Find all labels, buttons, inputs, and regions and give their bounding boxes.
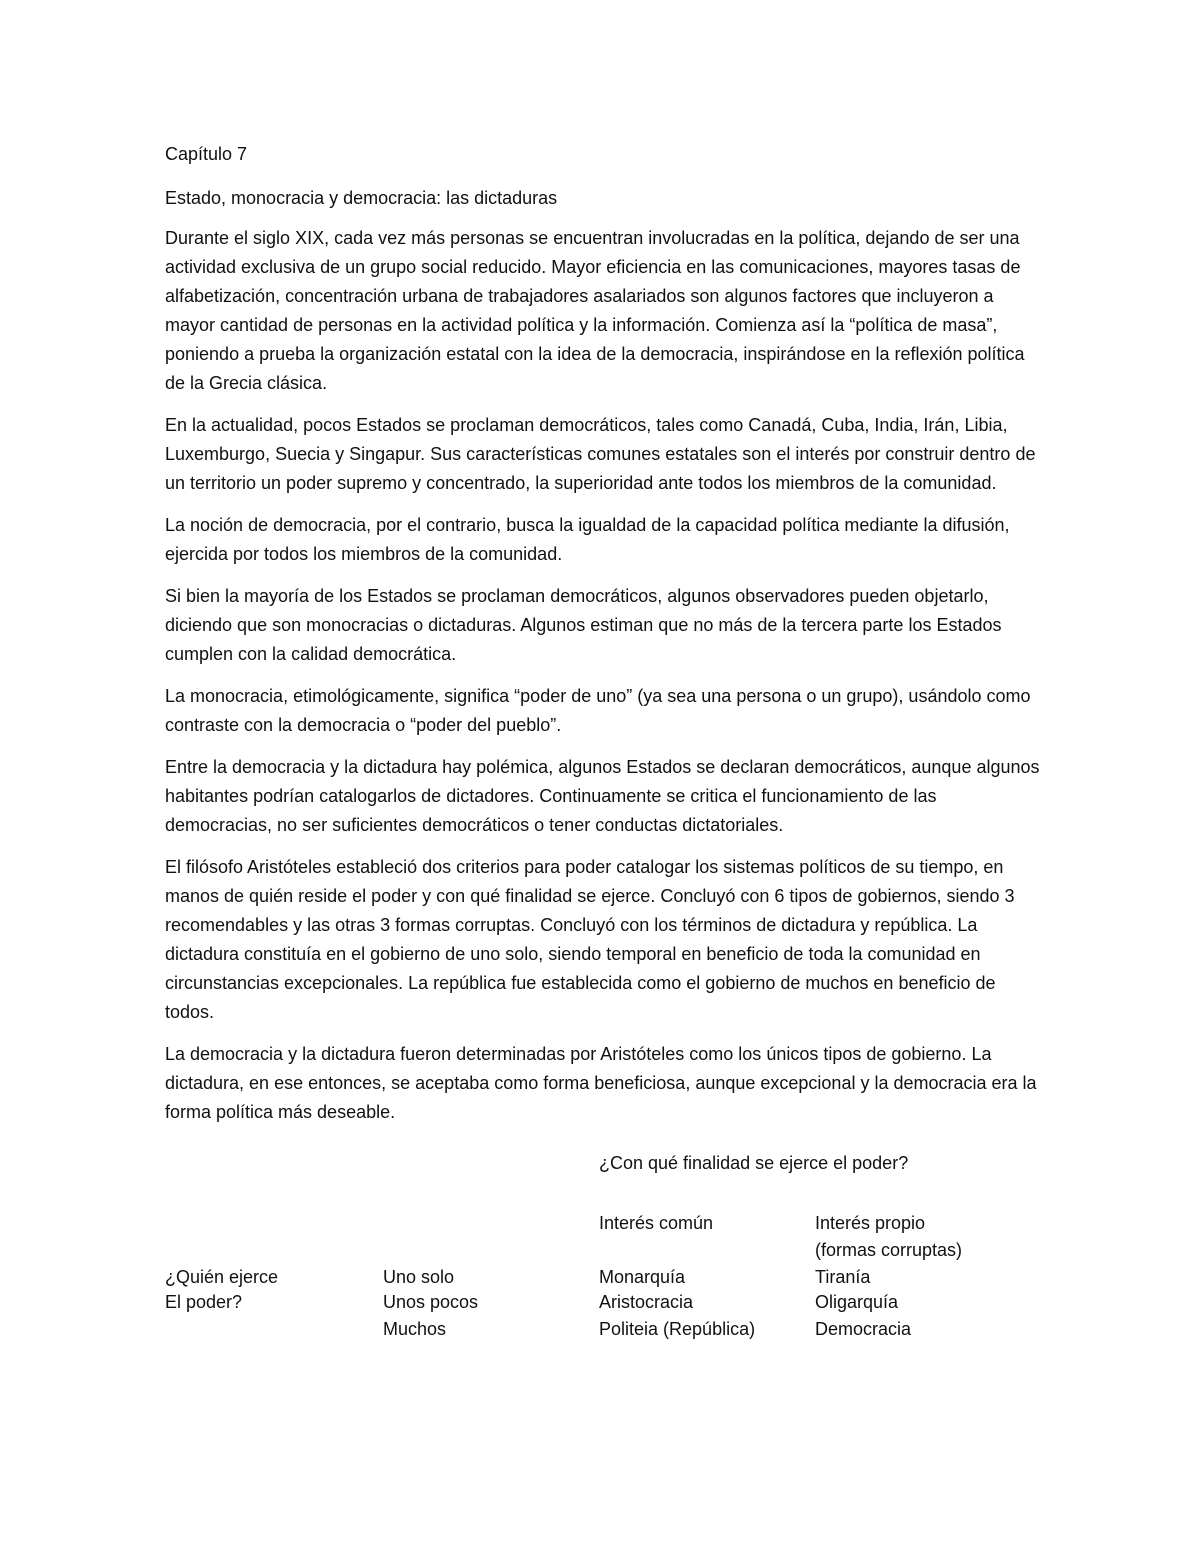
who-question-line1: ¿Quién ejerce: [165, 1267, 279, 1287]
table-cell: Oligarquía: [815, 1292, 899, 1312]
paragraph: Entre la democracia y la dictadura hay polémica, algunos Estados se declaran democráticos, aunque algunos habitantes podrían catalogarlos de dictadores. Continuamente se critica el funcionamiento de las democracias, no ser suficientes democráticos o tener conductas dictatoriales.: [165, 757, 1040, 835]
paragraph: En la actualidad, pocos Estados se proclaman democráticos, tales como Canadá, Cuba, India, Irán, Libia, Luxemburgo, Suecia y Singapur. Sus características comunes estatales son el interés por construir dentro de un territorio un poder supremo y concentrado, la superioridad ante todos los miembros de la comunidad.: [165, 415, 1036, 493]
chapter-title: Capítulo 7: [165, 144, 248, 164]
table-cell: Tiranía: [815, 1267, 871, 1287]
section-title: Estado, monocracia y democracia: las dictaduras: [165, 188, 558, 208]
table-row-label: Uno solo: [383, 1267, 455, 1287]
purpose-question: ¿Con qué finalidad se ejerce el poder?: [599, 1153, 909, 1173]
table-cell: Politeia (República): [599, 1319, 756, 1339]
document-body: [165, 140, 1045, 1360]
government-types-table: [165, 1140, 1045, 1360]
paragraph: La democracia y la dictadura fueron determinadas por Aristóteles como los únicos tipos de gobierno. La dictadura, en ese entonces, se aceptaba como forma beneficiosa, aunque excepcional y la democracia era la forma política más deseable.: [165, 1044, 1037, 1122]
table-cell: Democracia: [815, 1319, 912, 1339]
who-question-line2: El poder?: [165, 1292, 243, 1312]
paragraph: Durante el siglo XIX, cada vez más personas se encuentran involucradas en la política, dejando de ser una actividad exclusiva de un grupo social reducido. Mayor eficiencia en las comunicaciones, mayores tasas de alfabetización, concentración urbana de trabajadores asalariados son algunos factores que incluyeron a mayor cantidad de personas en la actividad política y la información. Comienza así la “política de masa”, poniendo a prueba la organización estatal con la idea de la democracia, inspirándose en la reflexión política de la Grecia clásica.: [165, 228, 1025, 393]
table-cell: Monarquía: [599, 1267, 686, 1287]
column-header-common: Interés común: [599, 1213, 714, 1233]
paragraph: El filósofo Aristóteles estableció dos criterios para poder catalogar los sistemas políticos de su tiempo, en manos de quién reside el poder y con qué finalidad se ejerce. Concluyó con 6 tipos de gobiernos, siendo 3 recomendables y las otras 3 formas corruptas. Concluyó con los términos de dictadura y república. La dictadura constituía en el gobierno de uno solo, siendo temporal en beneficio de toda la comunidad en circunstancias excepcionales. La república fue establecida como el gobierno de muchos en beneficio de todos.: [165, 857, 1015, 1022]
table-row-label: Muchos: [383, 1319, 447, 1339]
paragraph: La monocracia, etimológicamente, significa “poder de uno” (ya sea una persona o un grupo), usándolo como contraste con la democracia o “poder del pueblo”.: [165, 686, 1031, 735]
table-cell: Aristocracia: [599, 1292, 694, 1312]
paragraph: Si bien la mayoría de los Estados se proclaman democráticos, algunos observadores pueden objetarlo, diciendo que son monocracias o dictaduras. Algunos estiman que no más de la tercera parte los Estados cumplen con la calidad democrática.: [165, 586, 1002, 664]
column-header-own: Interés propio: [815, 1213, 926, 1233]
table-row-label: Unos pocos: [383, 1292, 479, 1312]
paragraph: La noción de democracia, por el contrario, busca la igualdad de la capacidad política mediante la difusión, ejercida por todos los miembros de la comunidad.: [165, 515, 1010, 564]
column-header-own-note: (formas corruptas): [815, 1240, 963, 1260]
